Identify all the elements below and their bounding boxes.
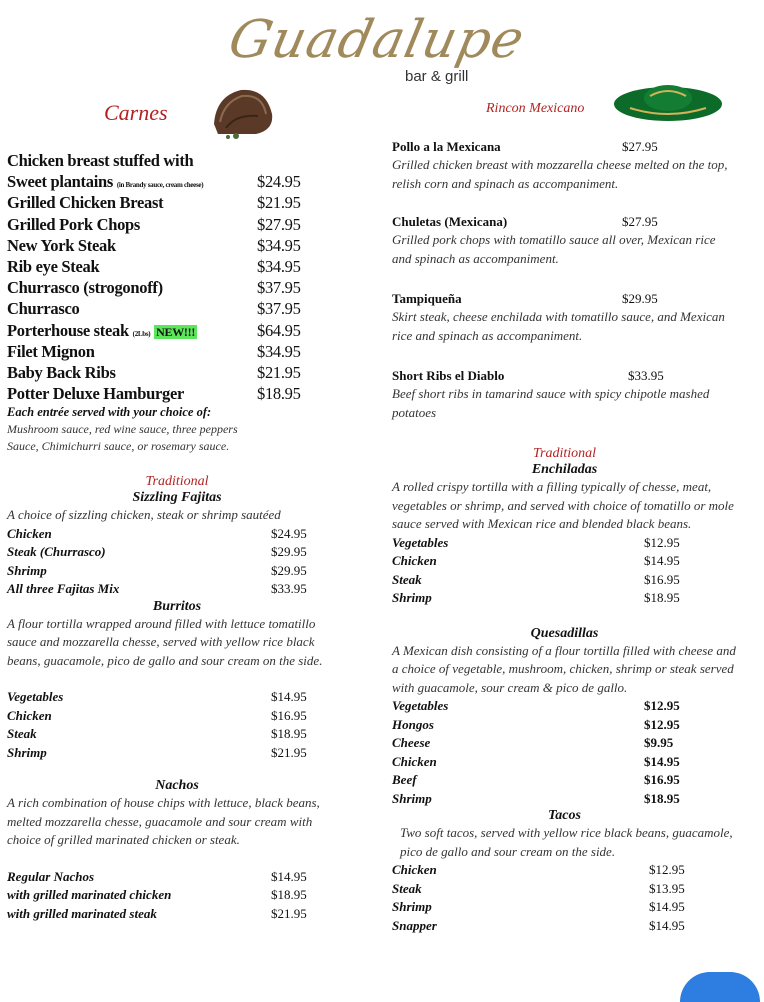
list-item: Regular Nachos $14.95 — [7, 868, 307, 884]
sombrero-image — [612, 78, 724, 122]
list-item: Beef $16.95 — [392, 772, 680, 787]
list-item: Chicken $16.95 — [7, 707, 307, 723]
menu-item-hamburger: Potter Deluxe Hamburger $18.95 — [7, 384, 301, 404]
menu-item-grilled-chicken: Grilled Chicken Breast $21.95 — [7, 193, 301, 213]
enchiladas-desc: A rolled crispy tortilla with a filling typically of chesse, meat, vegetables or shrimp, and served with choice of tomatillo or mole sauce served with Mexican rice and blended black beans. — [392, 479, 734, 531]
menu-item-rib-eye: Rib eye Steak $34.95 — [7, 256, 301, 276]
list-item: All three Fajitas Mix $33.95 — [7, 581, 307, 596]
menu-item-pollo-mexicana: Pollo a la Mexicana $27.95 Grilled chicken breast with mozzarella cheese melted on the top, relish corn and spinach as accompaniment. — [392, 139, 728, 191]
new-badge: NEW!!! — [156, 324, 196, 339]
logo-script-text: Guadalupe — [223, 10, 530, 70]
menu-item-filet-mignon: Filet Mignon $34.95 — [7, 341, 301, 361]
nachos-title: Nachos — [155, 778, 199, 793]
logo-subtitle: bar & grill — [405, 68, 469, 85]
enchiladas-title: Enchiladas — [531, 462, 598, 477]
list-item: Steak (Churrasco) $29.95 — [7, 544, 307, 559]
rincon-section — [392, 138, 737, 422]
list-item: Shrimp $29.95 — [7, 562, 307, 578]
traditional-label: Traditional — [145, 474, 209, 489]
list-item: Chicken $12.95 — [392, 862, 685, 877]
menu-item-pork-chops: Grilled Pork Chops $27.95 — [7, 214, 301, 234]
right-traditional-section — [392, 446, 737, 935]
list-item: Shrimp $14.95 — [392, 899, 685, 914]
list-item: Vegetables $12.95 — [392, 698, 680, 713]
menu-item-churrasco: Churrasco $37.95 — [7, 299, 301, 319]
list-item: Shrimp $18.95 — [392, 590, 680, 605]
list-item: Cheese $9.95 — [392, 735, 674, 750]
rincon-title: Rincon Mexicano — [486, 101, 585, 116]
steak-image — [206, 84, 276, 140]
menu-item-sweet-plantains: Sweet plantains (in Brandy sauce, cream cheese) $24.95 — [7, 172, 301, 192]
menu-item-tampiquena: Tampiqueña $29.95 Skirt steak, cheese enchilada with tomatillo sauce, and Mexican rice and spinach as accompaniment. — [392, 291, 725, 343]
tacos-desc: Two soft tacos, served with yellow rice black beans, guacamole, pico de gallo and sour cream on the side. — [400, 825, 733, 859]
burritos-desc: A flour tortilla wrapped around filled with lettuce tomatillo sauce and mozzarella chesse, served with yellow rice black beans, guacamole, pico de gallo and sour cream on the side. — [7, 615, 323, 668]
entree-note: Each entrée served with your choice of: Mushroom sauce, red wine sauce, three peppers Sauce, Chimichurri sauce, or rosemary sauce. — [7, 405, 238, 454]
list-item: Steak $18.95 — [7, 726, 307, 741]
list-item: Shrimp $21.95 — [7, 744, 307, 760]
menu-item-churrasco-strogonoff: Churrasco (strogonoff) $37.95 — [7, 278, 301, 298]
list-item: Chicken $24.95 — [7, 525, 307, 541]
menu-item-new-york-steak: New York Steak $34.95 — [7, 235, 301, 255]
fajitas-desc: A choice of sizzling chicken, steak or shrimp sautéed — [7, 507, 281, 522]
list-item: with grilled marinated chicken $18.95 — [7, 887, 307, 902]
list-item: Vegetables $14.95 — [7, 689, 307, 704]
list-item: Snapper $14.95 — [392, 917, 685, 933]
list-item: Chicken $14.95 — [392, 553, 680, 568]
corner-overlay-button[interactable] — [680, 972, 760, 1002]
traditional-label: Traditional — [532, 446, 597, 461]
list-item: Steak $13.95 — [392, 880, 685, 896]
quesadillas-title: Quesadillas — [530, 625, 599, 641]
tacos-title: Tacos — [548, 808, 581, 823]
nachos-desc: A rich combination of house chips with lettuce, black beans, melted mozzarella chesse, guacamole and sour cream with choice of grilled marinated chicken or steak. — [7, 795, 320, 847]
menu-item-short-ribs: Short Ribs el Diablo $33.95 Beef short ribs in tamarind sauce with spicy chipotle mashed potatoes — [392, 368, 710, 420]
carnes-intro-line: Chicken breast stuffed with — [7, 151, 194, 170]
list-item: Hongos $12.95 — [392, 716, 680, 732]
list-item: with grilled marinated steak $21.95 — [7, 905, 307, 921]
restaurant-logo — [200, 10, 530, 95]
list-item: Shrimp $18.95 — [392, 790, 680, 806]
menu-item-baby-back-ribs: Baby Back Ribs $21.95 — [7, 362, 301, 382]
list-item: Steak $16.95 — [392, 571, 680, 587]
quesadillas-desc: A Mexican dish consisting of a flour tortilla filled with cheese and a choice of vegetable, mushroom, chicken, shrimp or steak served with guacamole, sour cream & pico de gallo. — [392, 642, 736, 695]
menu-item-chuletas: Chuletas (Mexicana) $27.95 Grilled pork chops with tomatillo sauce all over, Mexican rice and spinach as accompaniment. — [392, 214, 716, 266]
carnes-section-title: Carnes — [104, 100, 168, 125]
carnes-list — [7, 150, 317, 455]
fajitas-title: Sizzling Fajitas — [132, 490, 222, 505]
list-item: Vegetables $12.95 — [392, 534, 680, 550]
list-item: Chicken $14.95 — [392, 753, 680, 769]
menu-item-porterhouse: Porterhouse steak (2Lbs) NEW!!! $64.95 — [7, 320, 301, 340]
burritos-title: Burritos — [152, 598, 202, 614]
left-traditional-section — [7, 474, 347, 923]
